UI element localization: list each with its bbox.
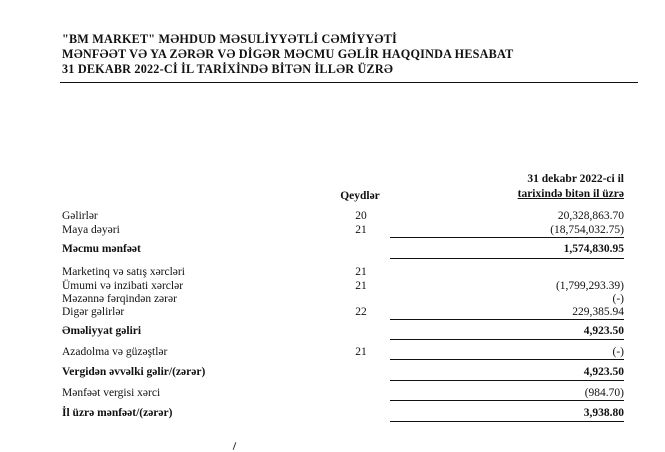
row-label: Azadolma və güzəştlər: [62, 346, 168, 358]
table-row-cost-of-sales: [0, 223, 665, 237]
subtotal-rule: [390, 380, 624, 381]
subtotal-rule: [390, 237, 624, 238]
row-amount: (-): [612, 346, 624, 358]
amount-column-header-line2: tarixində bitən il üzrə: [517, 188, 624, 200]
row-amount: (984.70): [584, 387, 624, 399]
table-row-marketing-expenses: [0, 265, 665, 279]
scan-mark: [233, 442, 237, 450]
row-amount: 1,574,830.95: [563, 243, 624, 255]
row-amount: (18,754,032.75): [550, 224, 624, 236]
row-label: İl üzrə mənfəət/(zərər): [62, 407, 173, 419]
table-row-other-income: [0, 305, 665, 319]
amount-column-header: [400, 172, 624, 202]
row-label: Digər gəlirlər: [62, 306, 125, 318]
row-label: Marketinq və satış xərcləri: [62, 266, 185, 278]
table-row-net-income: [0, 406, 665, 420]
row-amount: 20,328,863.70: [557, 210, 624, 222]
row-note: 21: [355, 280, 367, 292]
company-name: "BM MARKET" MƏHDUD MƏSULİYYƏTLİ CƏMİYYƏTİ: [62, 32, 397, 46]
table-row-operating-income: [0, 324, 665, 338]
row-label: Əməliyyat gəliri: [62, 325, 142, 337]
subtotal-rule: [390, 339, 624, 340]
table-row-income-tax: [0, 386, 665, 400]
row-amount: 4,923.50: [583, 325, 624, 337]
row-note: 21: [355, 346, 367, 358]
row-amount: 4,923.50: [583, 366, 624, 378]
row-label: Maya dəyəri: [62, 224, 120, 236]
table-row-revenue: [0, 209, 665, 223]
subtotal-rule: [390, 359, 624, 360]
row-label: Vergidən əvvəlki gəlir/(zərər): [62, 366, 206, 378]
row-label: Məcmu mənfəət: [62, 243, 141, 255]
row-label: Gəlirlər: [62, 210, 98, 222]
subtotal-rule: [390, 319, 624, 320]
row-note: 22: [355, 306, 367, 318]
notes-column-header: Qeydlər: [340, 190, 380, 202]
row-amount: 229,385.94: [572, 306, 624, 318]
row-note: 21: [355, 224, 367, 236]
report-period: 31 DEKABR 2022-Cİ İL TARİXİNDƏ BİTƏN İLLƏR ÜZRƏ: [62, 62, 394, 76]
table-row-fx-loss: [0, 292, 665, 306]
table-row-gross-profit: [0, 242, 665, 256]
table-row-exemptions: [0, 345, 665, 359]
table-row-pretax-income: [0, 365, 665, 379]
report-title: MƏNFƏƏT VƏ YA ZƏRƏR VƏ DİGƏR MƏCMU GƏLİR HAQQINDA HESABAT: [62, 47, 514, 61]
row-note: 21: [355, 266, 367, 278]
subtotal-rule: [390, 400, 624, 401]
row-amount: (-): [612, 293, 624, 305]
row-amount: (1,799,293.39): [555, 280, 624, 292]
row-amount: 3,938.80: [583, 407, 624, 419]
total-rule: [390, 421, 624, 422]
amount-column-header-line1: 31 dekabr 2022-ci il: [527, 173, 624, 185]
row-label: Ümumi və inzibati xərclər: [62, 280, 184, 292]
subtotal-rule: [390, 258, 624, 259]
table-row-admin-expenses: [0, 279, 665, 293]
row-label: Mənfəət vergisi xərci: [62, 387, 161, 399]
header-divider: [60, 82, 638, 83]
row-note: 20: [355, 210, 367, 222]
row-label: Məzənnə fərqindən zərər: [62, 293, 177, 305]
